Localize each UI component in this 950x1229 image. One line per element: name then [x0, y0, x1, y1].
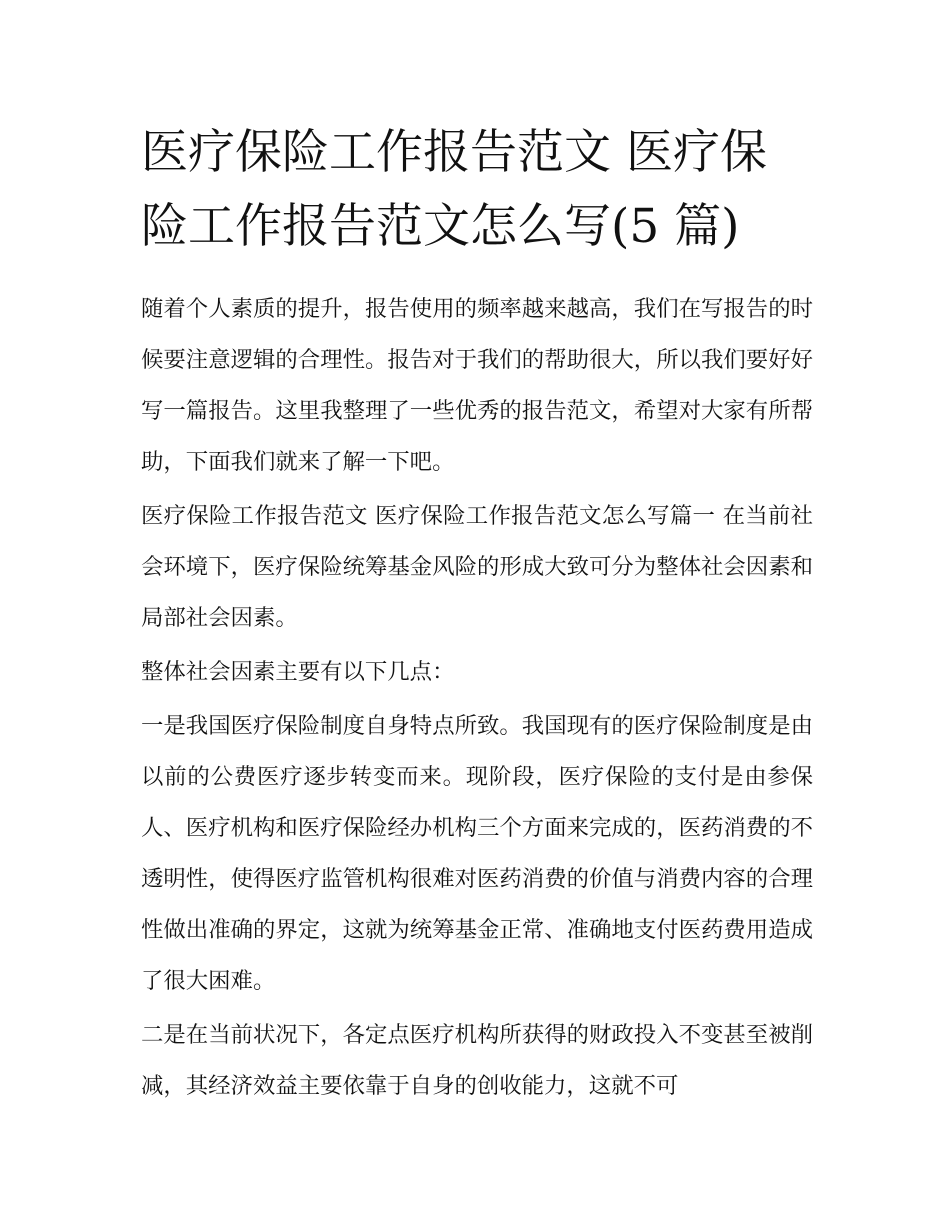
paragraph-factors-heading: 整体社会因素主要有以下几点：: [141, 659, 455, 685]
paragraph-section-one: 医疗保险工作报告范文 医疗保险工作报告范文怎么写篇一 在当前社会环境下，医疗保险统筹基金风险的形成大致可分为整体社会因素和局部社会因素。: [141, 503, 813, 631]
document-body: [141, 116, 813, 1115]
paragraph-point-one: 一是我国医疗保险制度自身特点所致。我国现有的医疗保险制度是由以前的公费医疗逐步转变而来。现阶段，医疗保险的支付是由参保人、医疗机构和医疗保险经办机构三个方面来完成的，医药消费的不透明性，使得医疗监管机构很难对医药消费的价值与消费内容的合理性做出准确的界定，这就为统筹基金正常、准确地支付医药费用造成了很大困难。: [141, 713, 813, 994]
paragraph-point-two: 二是在当前状况下，各定点医疗机构所获得的财政投入不变甚至被削减，其经济效益主要依靠于自身的创收能力，这就不可: [141, 1022, 813, 1099]
document-title: 医疗保险工作报告范文 医疗保险工作报告范文怎么写(5 篇): [141, 125, 767, 254]
paragraph-intro: 随着个人素质的提升，报告使用的频率越来越高，我们在写报告的时候要注意逻辑的合理性。报告对于我们的帮助很大，所以我们要好好写一篇报告。这里我整理了一些优秀的报告范文，希望对大家有所帮助，下面我们就来了解一下吧。: [141, 296, 813, 475]
